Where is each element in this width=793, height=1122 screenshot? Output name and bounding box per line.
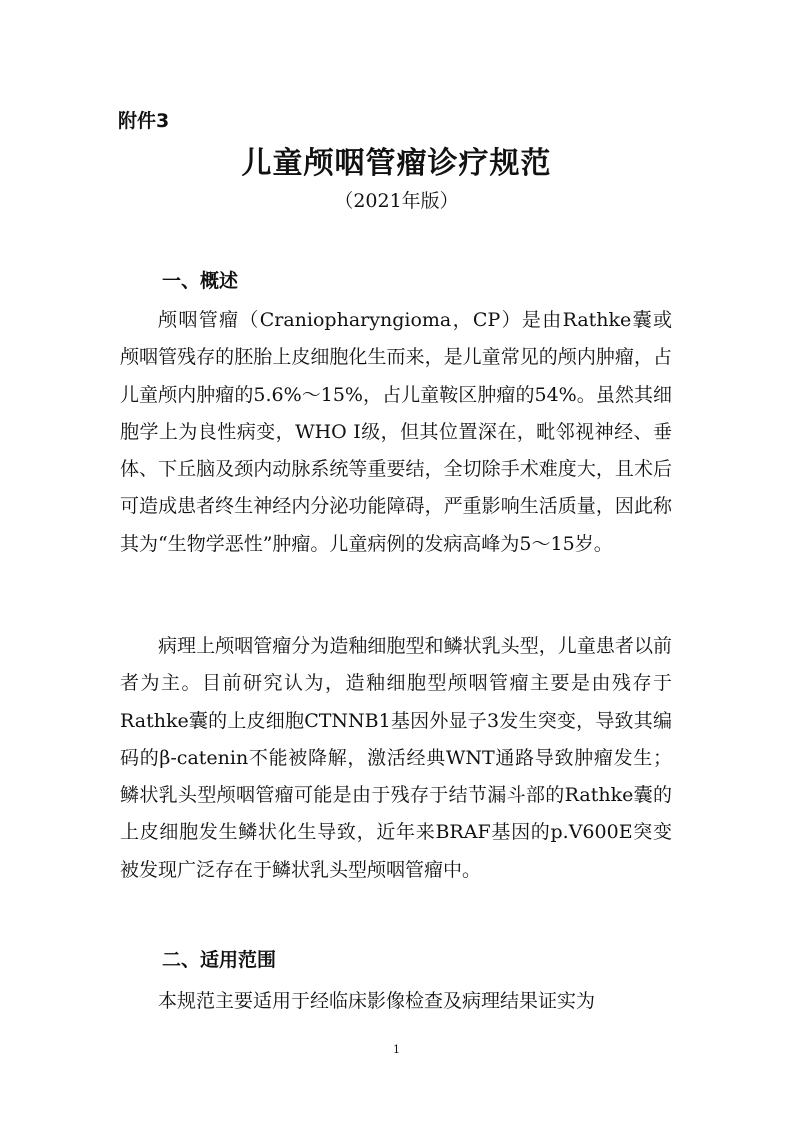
page-number: 1 — [393, 1043, 400, 1056]
overview-paragraph-1: 颅咽管瘤（Craniopharyngioma，CP）是由Rathke囊或颅咽管残存的胚胎上皮细胞化生而来，是儿童常见的颅内肿瘤，占儿童颅内肿瘤的5.6%～15%，占儿童鞍区肿瘤的54%。虽然其细胞学上为良性病变，WHO I级，但其位置深在，毗邻视神经、垂体、下丘脑及颈内动脉系统等重要结，全切除手术难度大，且术后可造成患者终生神经内分泌功能障碍，严重影响生活质量，因此称其为“生物学恶性”肿瘤。儿童病例的发病高峰为5～15岁。 — [120, 309, 672, 555]
overview-paragraph-2: 病理上颅咽管瘤分为造釉细胞型和鳞状乳头型，儿童患者以前者为主。目前研究认为，造釉细胞型颅咽管瘤主要是由残存于Rathke囊的上皮细胞CTNNB1基因外显子3发生突变，导致其编码的β-catenin不能被降解，激活经典WNT通路导致肿瘤发生；鳞状乳头型颅咽管瘤可能是由于残存于结节漏斗部的Rathke囊的上皮细胞发生鳞状化生导致，近年来BRAF基因的p.V600E突变被发现广泛存在于鳞状乳头型颅咽管瘤中。 — [120, 635, 672, 881]
section-heading-scope: 二、适用范围 — [162, 949, 277, 971]
scope-paragraph-1: 本规范主要适用于经临床影像检查及病理结果证实为 — [158, 990, 596, 1012]
document-title: 儿童颅咽管瘤诊疗规范 — [241, 146, 552, 181]
section-heading-overview: 一、概述 — [162, 270, 239, 292]
attachment-label: 附件3 — [118, 110, 170, 132]
edition-label: （2021年版） — [334, 190, 459, 212]
